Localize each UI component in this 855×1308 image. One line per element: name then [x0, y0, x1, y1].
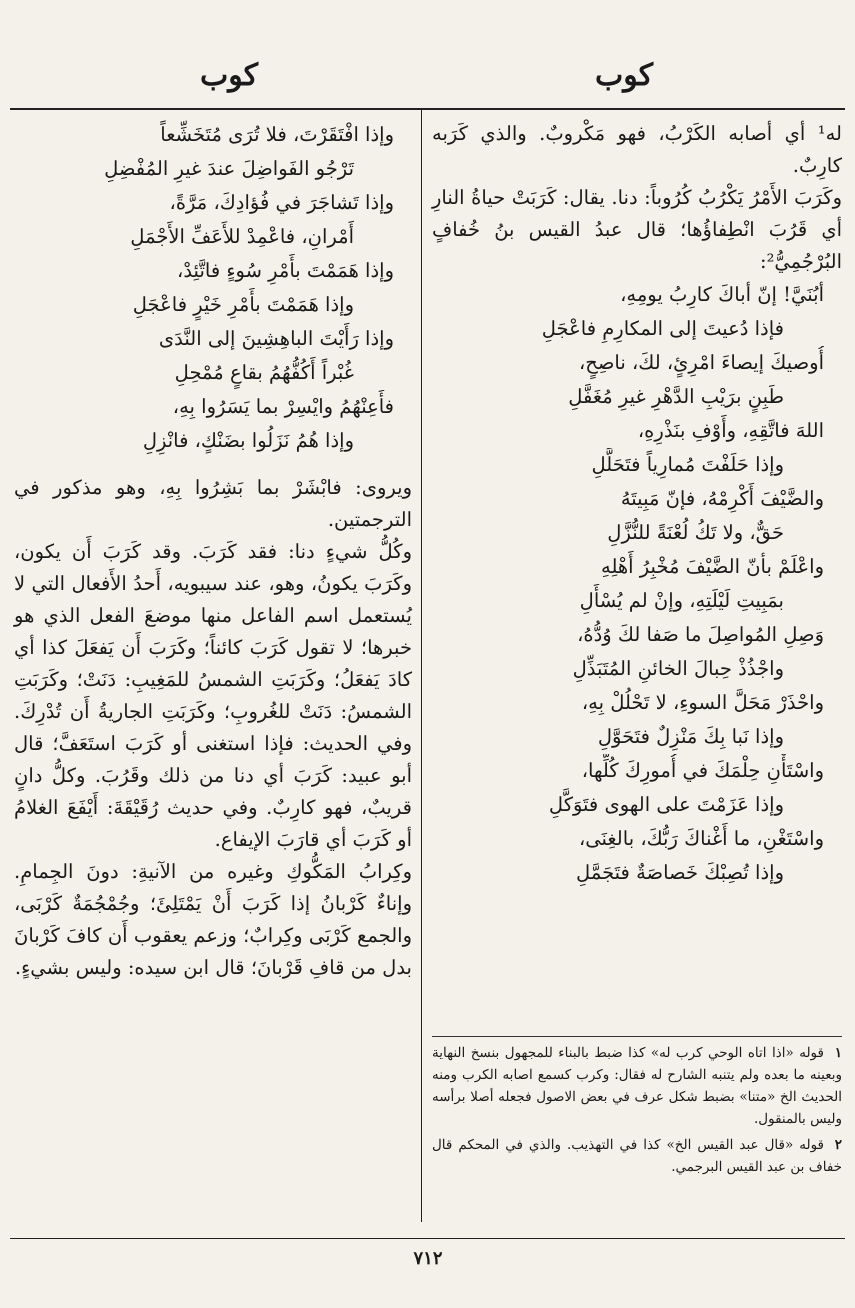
right-column: [432, 118, 842, 890]
footnote-rule: [432, 1036, 842, 1037]
verse-hemistich: وإذا حَلَفْتَ مُمارِياً فتَحَلَّلِ: [591, 453, 784, 476]
footnote-number: ١: [834, 1045, 842, 1061]
verse-hemistich: واجْذُذْ حِبالَ الخائنِ المُتَبَذِّلِ: [572, 657, 784, 680]
verse-hemistich: وإذا افْتَقَرْتَ، فلا تُرَى مُتَخَشِّعاً: [160, 123, 394, 146]
verse-hemistich: وإذا تَشاجَرَ في فُؤادِكَ، مَرَّةً،: [169, 191, 394, 214]
entry-paragraph: وكُلُّ شيءٍ دنا: فقد كَرَبَ. وقد كَرَبَ أَن يكون، وكَرَبَ يكونُ، وهو، عند سيبويه، أَحدُ الأَفعال التي لا يُستعمل اسم الفاعل منها موضعَ الفعل الذي هو خبرها؛ لا تقول كَرَبَ كائناً؛ وكَرَبَ أَن يَفعَلَ كذا أي كادَ يَفعَلُ؛ وكَرَبَتِ الشمسُ للمَغِيبِ: دَنَتْ؛ وكَرَبَتِ الشمسُ: دَنَتْ للغُروبِ؛ وكَرَبَتِ الجاريةُ أَن تُدْرِكَ. وفي الحديث: فإذا استغنى أو كَرَبَ استَعَفَّ؛ قال أبو عبيد: كَرَبَ أي دنا من ذلك وقَرُبَ. وكلُّ دانٍ قريبٌ، فهو كارِبٌ. وفي حديث رُقَيْقَةَ: أَيْفَعَ الغلامُ أو كَرَبَ أي قارَبَ الإيفاع.: [14, 540, 412, 851]
verse-hemistich: وَصِلِ المُواصِلَ ما صَفا لكَ وُدُّهُ،: [577, 623, 824, 646]
verse-hemistich: طَبِنٍ برَيْبِ الدَّهْرِ غيرِ مُغَفَّلِ: [568, 385, 784, 408]
verse-hemistich: أَمْرانِ، فاعْمِدْ للأَعَفِّ الأَجْمَلِ: [130, 225, 354, 248]
verse-hemistich: وإذا نَبا بِكَ مَنْزِلٌ فتَحَوَّلِ: [597, 725, 784, 748]
verse-hemistich: واسْتَأْنِ حِلْمَكَ في أُمورِكَ كُلِّها،: [581, 759, 824, 782]
verse-hemistich: أبُنَيَّ! إنّ أباكَ كارِبُ يومِهِ،: [620, 283, 824, 306]
entry-paragraph: ويروى: فابْشَرْ بما بَشِرُوا بِهِ، وهو مذكور في الترجمتين.: [14, 476, 412, 531]
verse-hemistich: غُبْراً أَكُفُّهُمُ بقاعٍ مُمْحِلِ: [174, 361, 354, 384]
verse-hemistich: واسْتَغْنِ، ما أَغْناكَ رَبُّكَ، بالغِنَى،: [578, 827, 824, 850]
footnote-number: ٢: [834, 1137, 842, 1153]
verse-hemistich: وإذا هُمُ نَزَلُوا بضَنْكٍ، فانْزِلِ: [142, 429, 354, 452]
verse-hemistich: فأَعِنْهُمُ وايْسِرْ بما يَسَرُوا بِهِ،: [172, 395, 394, 418]
running-header-right: كوب: [595, 58, 654, 93]
footnote: [432, 1042, 842, 1130]
running-header-left: كوب: [200, 58, 259, 93]
verse-hemistich: أُوصيكَ إيصاءَ امْرِئٍ، لكَ، ناصِحٍ،: [578, 351, 824, 374]
verse-hemistich: وإذا تُصِبْكَ خَصاصَةٌ فتَجَمَّلِ: [576, 861, 784, 884]
verse-hemistich: وإذا عَزَمْتَ على الهوى فتَوَكَّلِ: [548, 793, 784, 816]
footnote-text: قوله «اذا اتاه الوحي كرب له» كذا ضبط بالبناء للمجهول بنسخ النهاية وبعينه ما بعده ولم يتنبه الشارح له فقال: وكرب كسمع اصابه الكرب ومنه الحديث الخ «متنا» بضبط شكل عرف في بعض الاصول فجعله أصلا برأسه وليس بالمنقول.: [432, 1045, 842, 1127]
footnote: [432, 1134, 842, 1178]
entry-paragraph: له¹ أي أصابه الكَرْبُ، فهو مَكْروبٌ. والذي كَرَبه كارِبٌ.: [432, 122, 842, 177]
verse-hemistich: تَرْجُو الفَواضِلَ عندَ غيرِ المُفْضِلِ: [104, 157, 354, 180]
verse-hemistich: حَقٌّ، ولا تَكُ لُعْنَةً للنُّزَّلِ: [607, 521, 784, 544]
poem-left: [14, 118, 412, 458]
verse-hemistich: وإذا هَمَمْتَ بأَمْرِ سُوءٍ فاتَّئِدْ،: [177, 259, 394, 282]
verse-hemistich: بمَبِيتِ لَيْلَتِهِ، وإنْ لم يُسْأَلِ: [579, 589, 784, 612]
verse-hemistich: واعْلَمْ بأنّ الضَّيْفَ مُخْبِرُ أَهْلِهِ: [600, 555, 824, 578]
entry-paragraph: وكِرابُ المَكُّوكِ وغيره من الآنيةِ: دونَ الجِمامِ. وإناءٌ كَرْبانُ إذا كَرَبَ أَنْ يَمْتَلِئَ؛ وجُمْجُمَةٌ كَرْبَى، والجمع كَرْبَى وكِرابٌ؛ وزعم يعقوب أَن كافَ كَرْبانَ بدل من قافِ قَرْبانَ؛ قال ابن سيده: وليس بشيءٍ.: [14, 860, 412, 979]
page-number: ٧١٢: [413, 1248, 443, 1269]
column-divider: [421, 110, 422, 1222]
footnote-text: قوله «قال عبد القيس الخ» كذا في التهذيب. والذي في المحكم قال خفاف بن عبد القيس البرجمي.: [432, 1137, 842, 1175]
footer-rule: [10, 1238, 845, 1239]
poem-right: [432, 278, 842, 890]
verse-hemistich: وإذا رَأَيْتَ الباهِشِينَ إلى النَّدَى: [158, 327, 394, 350]
verse-hemistich: وإذا هَمَمْتَ بأَمْرِ خَيْرٍ فاعْجَلِ: [132, 293, 354, 316]
header-rule: [10, 108, 845, 110]
verse-hemistich: اللهَ فاتَّقِهِ، وأَوْفِ بنَذْرِهِ،: [637, 419, 824, 442]
left-column: [14, 118, 412, 984]
entry-paragraph: وكَرَبَ الأَمْرُ يَكْرُبُ كُرُوباً: دنا. يقال: كَرَبَتْ حياةُ النارِ أي قَرُبَ انْطِفاؤُها؛ قال عبدُ القيس بنُ خُفافٍ البُرْجُمِيُّ²:: [432, 186, 842, 273]
verse-hemistich: فإذا دُعيتَ إلى المكارِمِ فاعْجَلِ: [541, 317, 784, 340]
verse-hemistich: والضَّيْفَ أَكْرِمْهُ، فإنّ مَبِيتَهُ: [620, 487, 824, 510]
footnotes: [432, 1042, 842, 1182]
verse-hemistich: واحْذَرْ مَحَلَّ السوءِ، لا تَحْلُلْ بِهِ،: [581, 691, 824, 714]
